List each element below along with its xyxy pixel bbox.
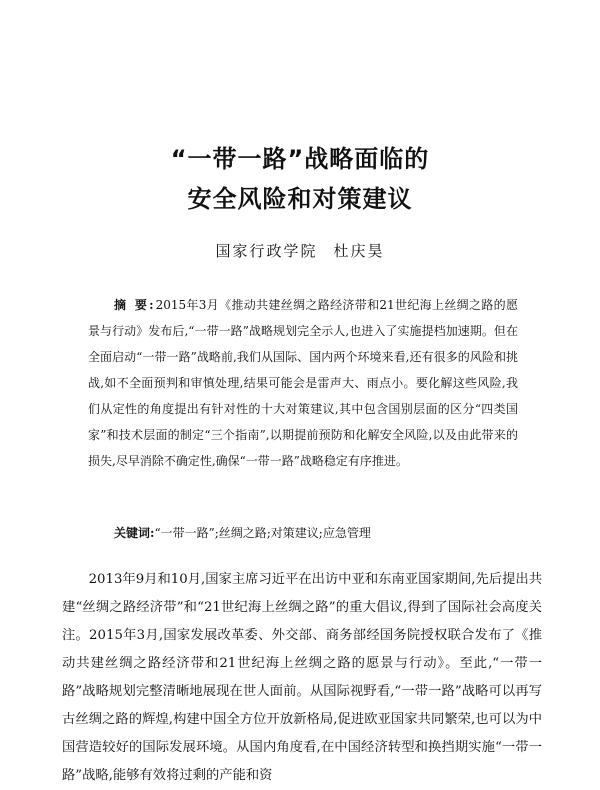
keywords [114,520,518,546]
body-paragraph: 2013年9月和10月,国家主席习近平在出访中亚和东南亚国家期间,先后提出共建“丝绸之路经济带”和“21世纪海上丝绸之路”的重大倡议,得到了国际社会高度关注。2015年3月,国家发展改革委、外交部、商务部经国务院授权联合发布了《推动共建丝绸之路经济带和21世纪海上丝绸之路的愿景与行动》。至此,“一带一路”战略规划完整清晰地展现在世人面前。从国际视野看,“一带一路”战略可以再写古丝绸之路的辉煌,构建中国全方位开放新格局,促进欧亚国家共同繁荣,也可以为中国营造较好的国际发展环境。从国内角度看,在中国经济转型和换挡期实施“一带一路”战略,能够有效将过剩的产能和资 [62,572,542,783]
author-name: 杜庆昊 [333,242,385,260]
abstract-label: 摘 要: [114,298,156,312]
keywords-text: “一带一路”;丝绸之路;对策建议;应急管理 [154,526,371,540]
article-title-line-2: 安全风险和对策建议 [187,185,413,213]
body-text [62,566,542,790]
author-line [0,240,600,261]
keywords-label: 关键词: [114,526,155,540]
abstract [88,292,518,474]
article-title-line-1: “一带一路”战略面临的 [170,145,430,173]
abstract-text: 2015年3月《推动共建丝绸之路经济带和21世纪海上丝绸之路的愿景与行动》发布后,“一带一路”战略规划完全示人,也进入了实施提档加速期。但在全面启动“一带一路”战略前,我们从国际、国内两个环境来看,还有很多的风险和挑战,如不全面预判和审慎处理,结果可能会是雷声大、雨点小。要化解这些风险,我们从定性的角度提出有针对性的十大对策建议,其中包含国别层面的区分“四类国家”和技术层面的制定“三个指南”,以期提前预防和化解安全风险,以及由此带来的损失,尽早消除不确定性,确保“一带一路”战略稳定有序推进。 [88,298,518,468]
author-affiliation: 国家行政学院 [215,242,318,260]
